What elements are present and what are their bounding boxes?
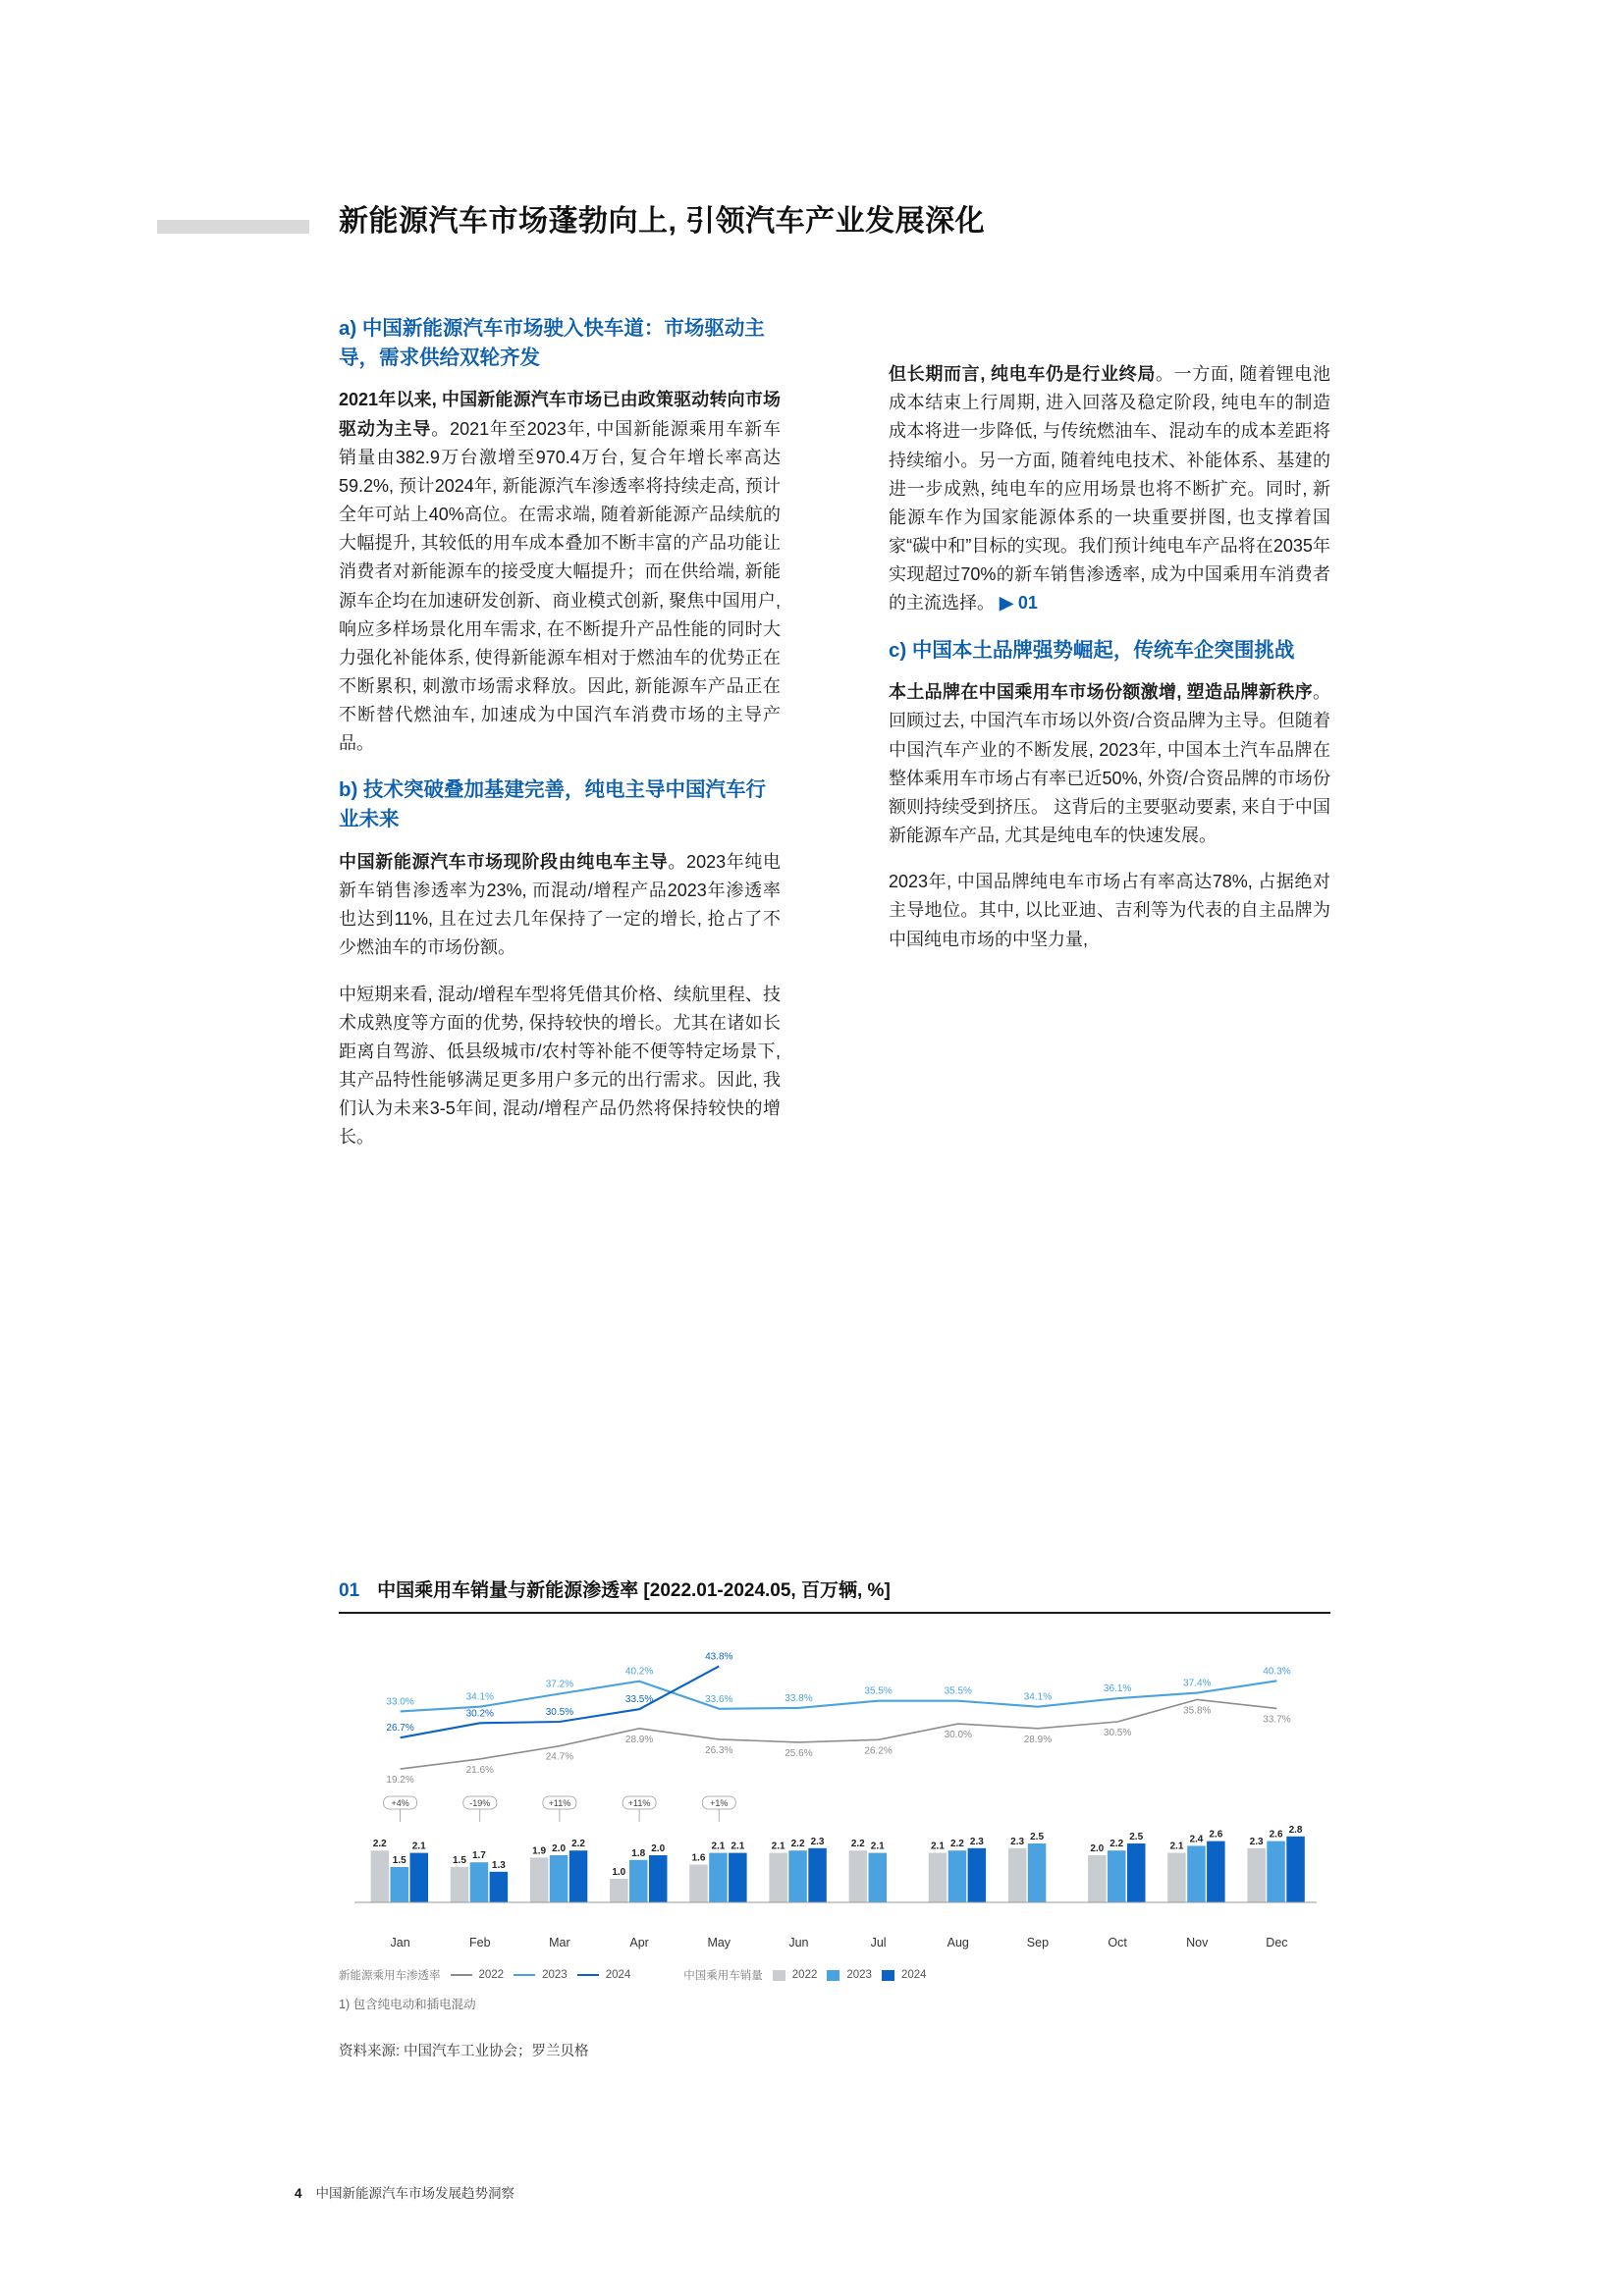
svg-text:-19%: -19% [469,1798,491,1808]
x-tick-oct: Oct [1108,1936,1127,1949]
svg-text:2.1: 2.1 [731,1841,745,1852]
legend-bar-2024 [882,1969,927,1981]
svg-text:2.3: 2.3 [1010,1836,1025,1847]
svg-text:35.5%: 35.5% [944,1685,972,1697]
svg-text:35.5%: 35.5% [864,1685,893,1697]
legend-bar-text-2023: 2023 [846,1969,872,1981]
section-b-paragraph-3 [889,360,1330,617]
legend-bar-swatch-2024 [882,1970,894,1981]
svg-text:37.4%: 37.4% [1183,1678,1212,1689]
legend-line-2024 [577,1969,631,1981]
svg-text:2.1: 2.1 [711,1841,726,1852]
page-footer [295,2182,514,2202]
left-column [339,314,781,1169]
exhibit-title-row [339,1575,1330,1602]
footer-text: 中国新能源汽车市场发展趋势洞察 [315,2186,515,2201]
exhibit-reference[interactable]: ▶ 01 [1000,593,1038,614]
section-b-paragraph-2-cont [889,314,1330,343]
svg-text:2.0: 2.0 [1090,1843,1105,1854]
chart-x-axis-labels [339,1936,1330,1957]
svg-text:2.2: 2.2 [790,1839,805,1850]
svg-text:30.5%: 30.5% [545,1707,574,1718]
svg-text:2.2: 2.2 [850,1839,865,1850]
section-b-lead-2: 但长期而言, 纯电车仍是行业终局 [889,364,1156,385]
legend-line-swatch-2022 [451,1974,472,1976]
svg-text:2.1: 2.1 [870,1841,885,1852]
svg-text:1.9: 1.9 [532,1845,547,1857]
svg-text:2.0: 2.0 [651,1843,666,1854]
svg-text:+4%: +4% [391,1798,409,1808]
svg-text:2.2: 2.2 [1110,1839,1124,1850]
svg-text:2.6: 2.6 [1209,1829,1223,1841]
svg-text:21.6%: 21.6% [465,1764,494,1776]
section-b-lead: 中国新能源汽车市场现阶段由纯电车主导 [339,851,669,872]
x-tick-aug: Aug [947,1936,969,1949]
svg-text:33.6%: 33.6% [705,1693,733,1705]
svg-text:2.3: 2.3 [810,1836,825,1847]
svg-text:26.2%: 26.2% [864,1745,893,1757]
section-a-paragraph-1 [339,386,781,758]
svg-text:2.1: 2.1 [1169,1841,1184,1852]
x-tick-dec: Dec [1266,1936,1288,1949]
svg-text:35.8%: 35.8% [1183,1705,1212,1717]
svg-text:2.1: 2.1 [411,1841,426,1852]
legend-volume-label: 中国乘用车销量 [683,1970,763,1982]
section-heading-c: c) 中国本土品牌强势崛起，传统车企突围挑战 [889,638,1295,662]
svg-text:19.2%: 19.2% [386,1775,414,1787]
svg-text:34.1%: 34.1% [465,1691,494,1703]
exhibit-01 [339,1575,1330,2060]
section-b-rest-2: 。一方面, 随着锂电池成本结束上行周期, 进入回落及稳定阶段, 纯电车的制造成本将进一步降低, 与传统燃油车、混动车的成本差距将持续缩小。另一方面, 随着纯电技术、补能体系、基建的进一步成熟, 纯电车的应用场景也将不断扩充。同时, 新能源车作为国家能源体系的一块重要拼图, 也支撑着国家“碳中和”目标的实现。我们预计纯电车产品将在2035年实现超过70%的新车销售渗透率, 成为中国乘用车消费者的主流选择。 [889,364,1330,614]
section-c-lead: 本土品牌在中国乘用车市场份额激增, 塑造品牌新秩序 [889,682,1313,703]
svg-text:25.6%: 25.6% [785,1747,813,1759]
legend-rate-label: 新能源乘用车渗透率 [339,1970,441,1982]
x-tick-jan: Jan [390,1936,410,1949]
x-tick-mar: Mar [549,1936,570,1949]
page-title: 新能源汽车市场蓬勃向上, 引领汽车产业发展深化 [339,205,986,238]
svg-text:+11%: +11% [627,1798,651,1808]
x-tick-nov: Nov [1186,1936,1209,1949]
x-tick-jun: Jun [788,1936,809,1949]
svg-text:26.3%: 26.3% [705,1744,733,1756]
svg-text:43.8%: 43.8% [705,1651,733,1663]
svg-text:2.8: 2.8 [1288,1824,1303,1836]
svg-text:+1%: +1% [710,1798,729,1808]
svg-text:24.7%: 24.7% [545,1751,574,1763]
svg-text:40.2%: 40.2% [624,1666,654,1678]
legend-line-text-2024: 2024 [605,1969,631,1981]
svg-text:2.2: 2.2 [372,1839,387,1850]
svg-text:2.3: 2.3 [969,1836,984,1847]
svg-text:33.0%: 33.0% [386,1696,414,1708]
svg-text:26.7%: 26.7% [386,1723,414,1735]
section-c-paragraph-2: 2023年, 中国品牌纯电车市场占有率高达78%, 占据绝对主导地位。其中, 以比亚迪、吉利等为代表的自主品牌为中国纯电市场的中坚力量, [889,872,1330,949]
section-b-paragraph-1 [339,848,781,963]
svg-text:1.8: 1.8 [631,1847,646,1859]
section-c-paragraph-1 [889,678,1330,850]
section-heading-a: a) 中国新能源汽车市场驶入快车道：市场驱动主导，需求供给双轮齐发 [339,317,765,369]
legend-bar-swatch-2023 [827,1970,839,1981]
svg-text:1.5: 1.5 [392,1855,406,1866]
svg-text:37.2%: 37.2% [545,1679,574,1690]
svg-text:40.3%: 40.3% [1263,1666,1291,1678]
x-tick-jul: Jul [870,1936,887,1949]
svg-text:2.1: 2.1 [771,1841,785,1852]
svg-text:30.5%: 30.5% [1103,1728,1132,1738]
exhibit-rule [339,1612,1330,1614]
svg-text:1.3: 1.3 [491,1859,506,1871]
page-header [157,196,1467,255]
svg-text:1.0: 1.0 [612,1867,626,1878]
svg-text:1.7: 1.7 [471,1850,486,1862]
svg-text:2.5: 2.5 [1129,1832,1144,1842]
svg-text:30.2%: 30.2% [465,1708,494,1720]
svg-text:33.5%: 33.5% [624,1694,654,1706]
svg-text:28.9%: 28.9% [1023,1734,1053,1745]
section-b-rest: 。2023年纯电新车销售渗透率为23%, 而混动/增程产品2023年渗透率也达到11%, 且在过去几年保持了一定的增长, 抢占了不少燃油车的市场份额。 [339,851,782,958]
legend-bar-text-2024: 2024 [900,1969,927,1981]
legend-line-text-2022: 2022 [478,1969,505,1981]
right-column [889,314,1330,972]
svg-text:2.4: 2.4 [1189,1834,1204,1845]
legend-line-swatch-2023 [514,1974,535,1976]
legend-line-2023 [514,1969,568,1981]
chart-plot-area [339,1639,1330,1934]
exhibit-title: 中国乘用车销量与新能源渗透率 [2022.01-2024.05, 百万辆, %] [377,1580,891,1601]
svg-text:36.1%: 36.1% [1103,1683,1132,1695]
section-heading-b: b) 技术突破叠加基建完善，纯电主导中国汽车行业未来 [339,778,767,831]
svg-text:2.1: 2.1 [931,1841,945,1852]
svg-text:34.1%: 34.1% [1023,1691,1053,1703]
svg-text:33.8%: 33.8% [785,1692,813,1704]
legend-line-text-2023: 2023 [542,1969,568,1981]
legend-bar-2023 [827,1969,872,1981]
legend-bar-swatch-2022 [773,1970,785,1981]
svg-text:+11%: +11% [548,1798,571,1808]
x-tick-may: May [707,1936,731,1949]
chart-svg [339,1639,1330,1934]
section-a-lead: 2021年以来, 中国新能源汽车市场已由政策驱动转向市场驱动为主导 [339,390,781,439]
legend-bar-text-2022: 2022 [791,1969,818,1981]
section-b-paragraph-2: 中短期来看, 混动/增程车型将凭借其价格、续航里程、技术成熟度等方面的优势, 保持较快的增长。尤其在诸如长距离自驾游、低县级城市/农村等补能不便等特定场景下, 其产品特性能够满足更多用户多元的出行需求。因此, 我们认为未来3-5年间, 混动/增程产品仍然将保持较快的增长。 [339,984,781,1148]
svg-text:2.2: 2.2 [949,1839,964,1850]
legend-line-2022 [451,1969,505,1981]
legend-line-swatch-2024 [577,1974,599,1976]
exhibit-number: 01 [339,1580,360,1601]
page-number: 4 [295,2186,302,2201]
x-tick-feb: Feb [468,1936,491,1949]
chart-legend [339,1967,1330,1983]
legend-bar-2022 [773,1969,818,1981]
header-rule [157,220,309,234]
section-c-rest: 。回顾过去, 中国汽车市场以外资/合资品牌为主导。但随着中国汽车产业的不断发展, 2023年, 中国本土汽车品牌在整体乘用车市场占有率已近50%, 外资/合资品牌的市场份额则持续受到挤压。 这背后的主要驱动要素, 来自于中国新能源车产品, 尤其是纯电车的快速发展。 [889,682,1330,846]
svg-text:1.5: 1.5 [453,1855,466,1866]
svg-text:1.6: 1.6 [691,1852,706,1864]
svg-text:2.3: 2.3 [1249,1836,1264,1847]
svg-text:2.5: 2.5 [1030,1832,1045,1842]
svg-text:30.0%: 30.0% [944,1730,972,1741]
chart-footnote: 1) 包含纯电动和插电混动 [339,1998,476,2011]
svg-text:2.2: 2.2 [571,1839,585,1850]
svg-text:2.0: 2.0 [552,1843,567,1854]
section-a-rest: 。2021年至2023年, 中国新能源乘用车新车销量由382.9万台激增至970.4万台, 复合年增长率高达59.2%, 预计2024年, 新能源汽车渗透率将持续走高, 预计全年可站上40%高位。在需求端, 随着新能源产品续航的大幅提升, 其较低的用车成本叠加不断丰富的产品功能让消费者对新能源车的接受度大幅提升；而在供给端, 新能源车企均在加速研发创新、商业模式创新, 聚焦中国用户, 响应多样场景化用车需求, 在不断提升产品性能的同时大力强化补能体系, 使得新能源车相对于燃油车的优势正在不断累积, 刺激市场需求释放。因此, 新能源车产品正在不断替代燃油车, 加速成为中国汽车消费市场的主导产品。 [339,418,781,754]
svg-text:28.9%: 28.9% [624,1734,654,1745]
x-tick-sep: Sep [1026,1936,1050,1949]
x-tick-apr: Apr [629,1936,649,1949]
chart-source: 资料来源: 中国汽车工业协会；罗兰贝格 [339,2044,589,2059]
svg-text:2.6: 2.6 [1269,1829,1283,1841]
svg-text:33.7%: 33.7% [1263,1714,1291,1726]
